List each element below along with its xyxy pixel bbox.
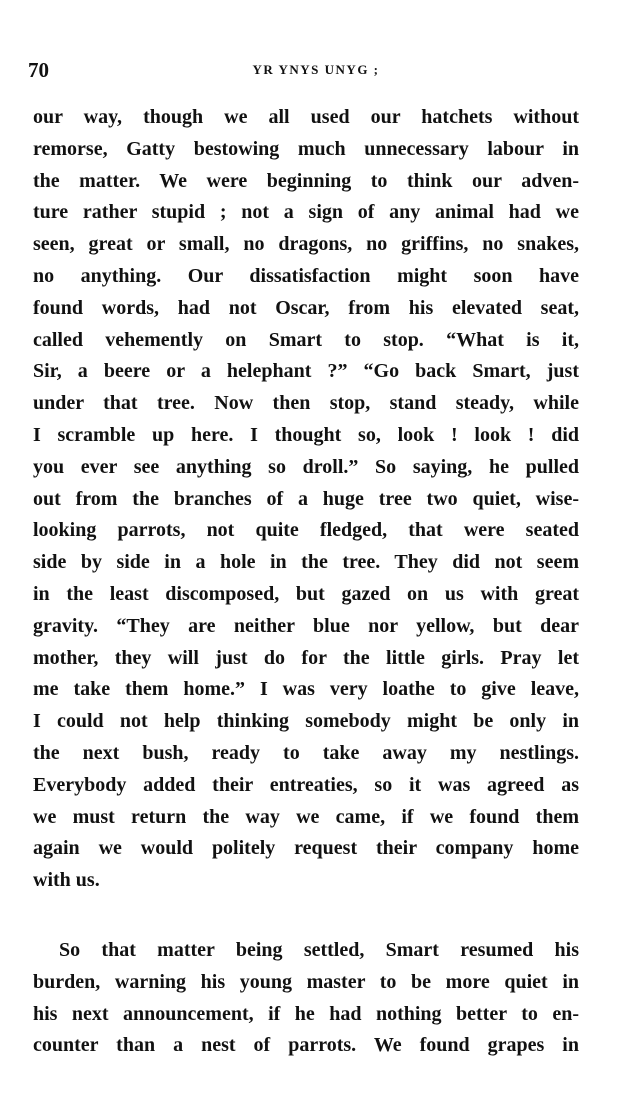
text-line: in the least discomposed, but gazed on us with great xyxy=(33,582,579,605)
text-line: his next announcement, if he had nothing better to en- xyxy=(33,1002,579,1025)
text-line: Everybody added their entreaties, so it was agreed as xyxy=(33,773,579,796)
text-line: our way, though we all used our hatchets without xyxy=(33,106,579,128)
paragraph-2 xyxy=(33,935,579,1062)
text-line: counter than a nest of parrots. We found grapes in xyxy=(33,1034,579,1057)
page-number: 70 xyxy=(28,58,49,82)
text-line: found words, had not Oscar, from his elevated seat, xyxy=(33,296,579,319)
text-line: under that tree. Now then stop, stand steady, while xyxy=(33,392,579,415)
text-line: called vehemently on Smart to stop. “What is it, xyxy=(33,328,579,351)
text-line: gravity. “They are neither blue nor yellow, but dear xyxy=(33,614,579,637)
text-line: me take them home.” I was very loathe to give leave, xyxy=(33,678,579,701)
text-line: I could not help thinking somebody might be only in xyxy=(33,710,579,733)
text-line: remorse, Gatty bestowing much unnecessary labour in xyxy=(33,137,579,160)
text-line: with us. xyxy=(33,869,100,892)
text-line: the next bush, ready to take away my nestlings. xyxy=(33,741,579,764)
text-line: So that matter being settled, Smart resumed his xyxy=(59,939,579,961)
text-line: side by side in a hole in the tree. They did not seem xyxy=(33,551,579,574)
text-line: ture rather stupid ; not a sign of any animal had we xyxy=(33,201,579,224)
running-head: YR YNYS UNYG ; xyxy=(252,62,380,77)
text-line: burden, warning his young master to be more quiet in xyxy=(33,970,579,993)
paragraph-1 xyxy=(33,102,579,897)
text-line: mother, they will just do for the little girls. Pray let xyxy=(33,646,579,669)
text-line: again we would politely request their company home xyxy=(33,837,579,860)
text-line: we must return the way we came, if we found them xyxy=(33,805,579,828)
text-line: seen, great or small, no dragons, no griffins, no snakes, xyxy=(33,233,579,256)
text-line: looking parrots, not quite fledged, that were seated xyxy=(33,519,579,542)
text-line: Sir, a beere or a helephant ?” “Go back Smart, just xyxy=(33,360,579,383)
text-line: no anything. Our dissatisfaction might soon have xyxy=(33,264,579,287)
text-line: the matter. We were beginning to think our adven- xyxy=(33,169,579,192)
text-line: out from the branches of a huge tree two quiet, wise- xyxy=(33,487,579,510)
text-line: I scramble up here. I thought so, look ! look ! did xyxy=(33,423,579,446)
text-line: you ever see anything so droll.” So saying, he pulled xyxy=(33,455,579,478)
